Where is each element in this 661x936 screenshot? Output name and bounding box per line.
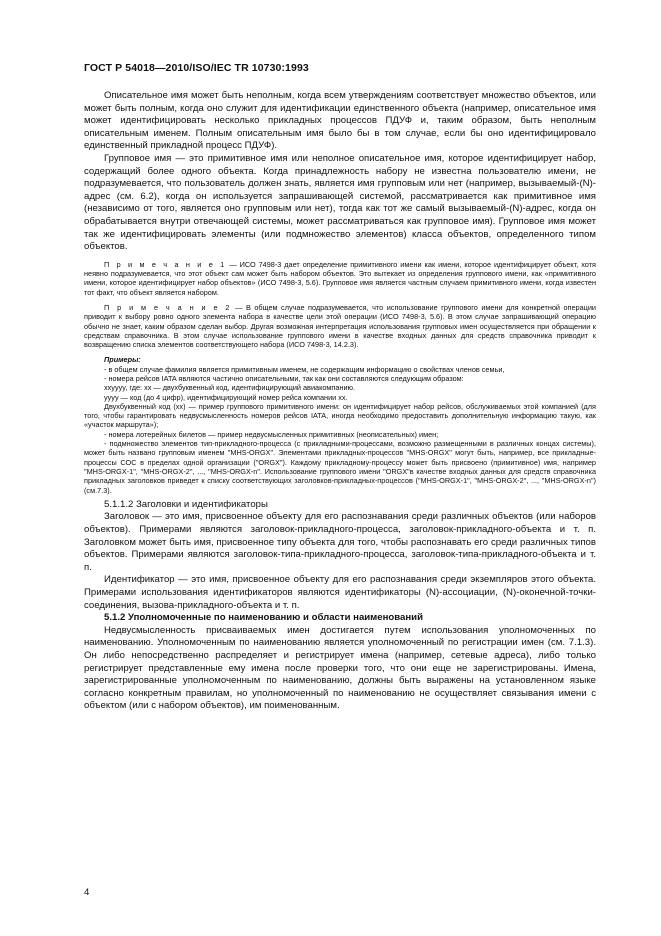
document-page <box>84 62 596 713</box>
section-5-1-2-heading: 5.1.2 Уполномоченные по наименованию и области наименований <box>104 612 423 624</box>
note-1 <box>84 260 596 297</box>
examples-title: Примеры: <box>104 355 141 365</box>
paragraph-group-name: Групповое имя — это примитивное имя или неполное описательное имя, которое идентифицирует набор, содержащий более одного объекта. Когда принадлежность набору не известна пользователю имени, не подразумевается, что пользователь должен знать, является имя групповым или нет (например, вызываемый-(N)-адрес (см. 6.2), когда он используется запрашивающей системой, рассматривается как примитивное имя (независимо от того, является оно групповым или нет), тогда как тот же самый вызываемый-(N)-адрес, когда он обрабатывается внутри отвечающей системы, может рассматриваться как групповое имя). Групповое имя может так же идентифицировать элементы (или подмножество элементов) класса объектов, определенного типом объектов. <box>84 152 596 253</box>
section-5-1-1-2-heading: 5.1.1.2 Заголовки и идентификаторы <box>104 498 268 510</box>
paragraph-naming-authority: Недвусмысленность присваиваемых имен достигается путем использования уполномоченных по наименованию. Уполномоченным по наименованию является уполномоченный по регистрации имен (см. 7.1.3). Он либо непосредственно распределяет и регистрирует имена (например, сетевые адреса), либо только регистрирует представленные ему имена после проверки того, что они еще не зарегистрированы. Имена, зарегистрированные уполномоченным по наименованию, должны быть выражены на установленном языке согласно конкретным правилам, но уполномоченный по наименованию не осуществляет связывания имени с объектом (или с набором объектов), им поименованным. <box>84 624 596 712</box>
paragraph-title-definition: Заголовок — это имя, присвоенное объекту для его распознавания среди различных объектов (или наборов объектов). Примерами являются заголовок-прикладного-процесса, заголовок-прикладного-объекта и т. п. Заголовком может быть имя, присвоенное типу объекта для того, чтобы распознавать его среди различных типов объектов. Примерами являются заголовок-типа-прикладного-процесса, заголовок-типа-прикладного-объекта и т. п. <box>84 511 596 573</box>
example-item: - номера рейсов IATA являются частично описательными, так как они составляются следующим образом: <box>104 373 464 383</box>
paragraph-identifier-definition: Идентификатор — это имя, присвоенное объекту для его распознавания среди экземпляров этого объекта. Примерами использования идентификаторов являются идентификаторы (N)-ассоциации, (N)-оконечной-точки-соединения, вызова-прикладного-объекта и т. п. <box>84 574 596 611</box>
example-item: yyyy — код (до 4 цифр), идентифицирующий номер рейса компании xx. <box>104 392 348 402</box>
note-2 <box>84 303 596 349</box>
example-item: Двухбуквенный код (xx) — пример группового примитивного имени: он идентифицирует набор рейсов, обслуживаемых этой компанией (для того, чтобы гарантировать недвусмысленность номеров рейсов IATA, иногда необходимо предоставить дополнительную информацию такую, как «участок маршрута»); <box>84 401 596 430</box>
example-item: - подмножество элементов тип-прикладного-процесса (с прикладными-процессами, возможно размещенными в различных концах системы), может быть названо групповым именем "MHS-ORGX". Элементами прикладных-процессов "MHS-ORGX" могут быть, например, все прикладные-процессы СОС в пределах одной организации ("ORGX"). Каждому прикладному-процессу может быть присвоено (примитивное) имя, например "MHS-ORGX-1", "MHS-ORGX-2", ..., "MHS-ORGX-n". Использование группового имени "ORGX"в качестве входных данных для средств справочника прикладных заголовков приведет к списку соответствующих заголовков-прикладных-процессов ("MHS-ORGX-1", "MHS-ORGX-2", ..., "MHS-ORGX-n") (см.7.3). <box>84 439 596 495</box>
note-1-text: — ИСО 7498-3 дает определение примитивного имени как имени, которое идентифицирует объект, хотя неявно подразумевается, что этот объект сам может быть набором объектов. Это вытекает из определения группового имени, как «примитивного имени, которое идентифицирует набор объектов» (ИСО 7498-3, 5.6). Групповое имя является частным случаем примитивного имени, когда известен тот факт, что объект является набором. <box>84 259 596 297</box>
note-1-label: П р и м е ч а н и е 1 <box>104 259 227 269</box>
example-item: - в общем случае фамилия является примитивным именем, не содержащим информацию о свойствах членов семьи, <box>104 364 505 374</box>
example-item: - номера лотерейных билетов — пример недвусмысленных примитивных (неописательных) имен; <box>104 429 439 439</box>
paragraph-descriptive-name: Описательное имя может быть неполным, когда всем утверждениям соответствует множество объектов, или может быть полным, когда оно служит для идентификации единственного объекта (например, описательное имя может идентифицировать несколько прикладных процессов ПДУФ и, таким образом, быть неполным описательным именем. Полным описательным имя было бы в том случае, если бы оно идентифицировало единственный прикладной процесс ПДУФ). <box>84 90 596 152</box>
page-number: 4 <box>84 887 90 898</box>
note-2-label: П р и м е ч а н и е 2 <box>104 302 232 312</box>
example-item: xxyyyy, где: xx — двухбуквенный код, идентифицирующий авиакомпанию. <box>104 383 356 393</box>
note-2-text: — В общем случае подразумевается, что использование группового имени для конкретной операции приводит к выбору ровно одного элемента набора в качестве цели этой операции (ИСО 7498-3, 5.6). В этом случае запрашивающий операцию обычно не знает, каким образом сделан выбор. Другая возможная интерпретация использования групповых имен осуществляется при обращении к средствам справочника. В этом случае использование группового имени в качестве входных данных для средств справочника приводит к возвращению списка элементов соответствующего набора (ИСО 7498-3, 14.2.3). <box>84 302 596 350</box>
page-header: ГОСТ Р 54018—2010/ISO/IEC TR 10730:1993 <box>84 62 309 74</box>
